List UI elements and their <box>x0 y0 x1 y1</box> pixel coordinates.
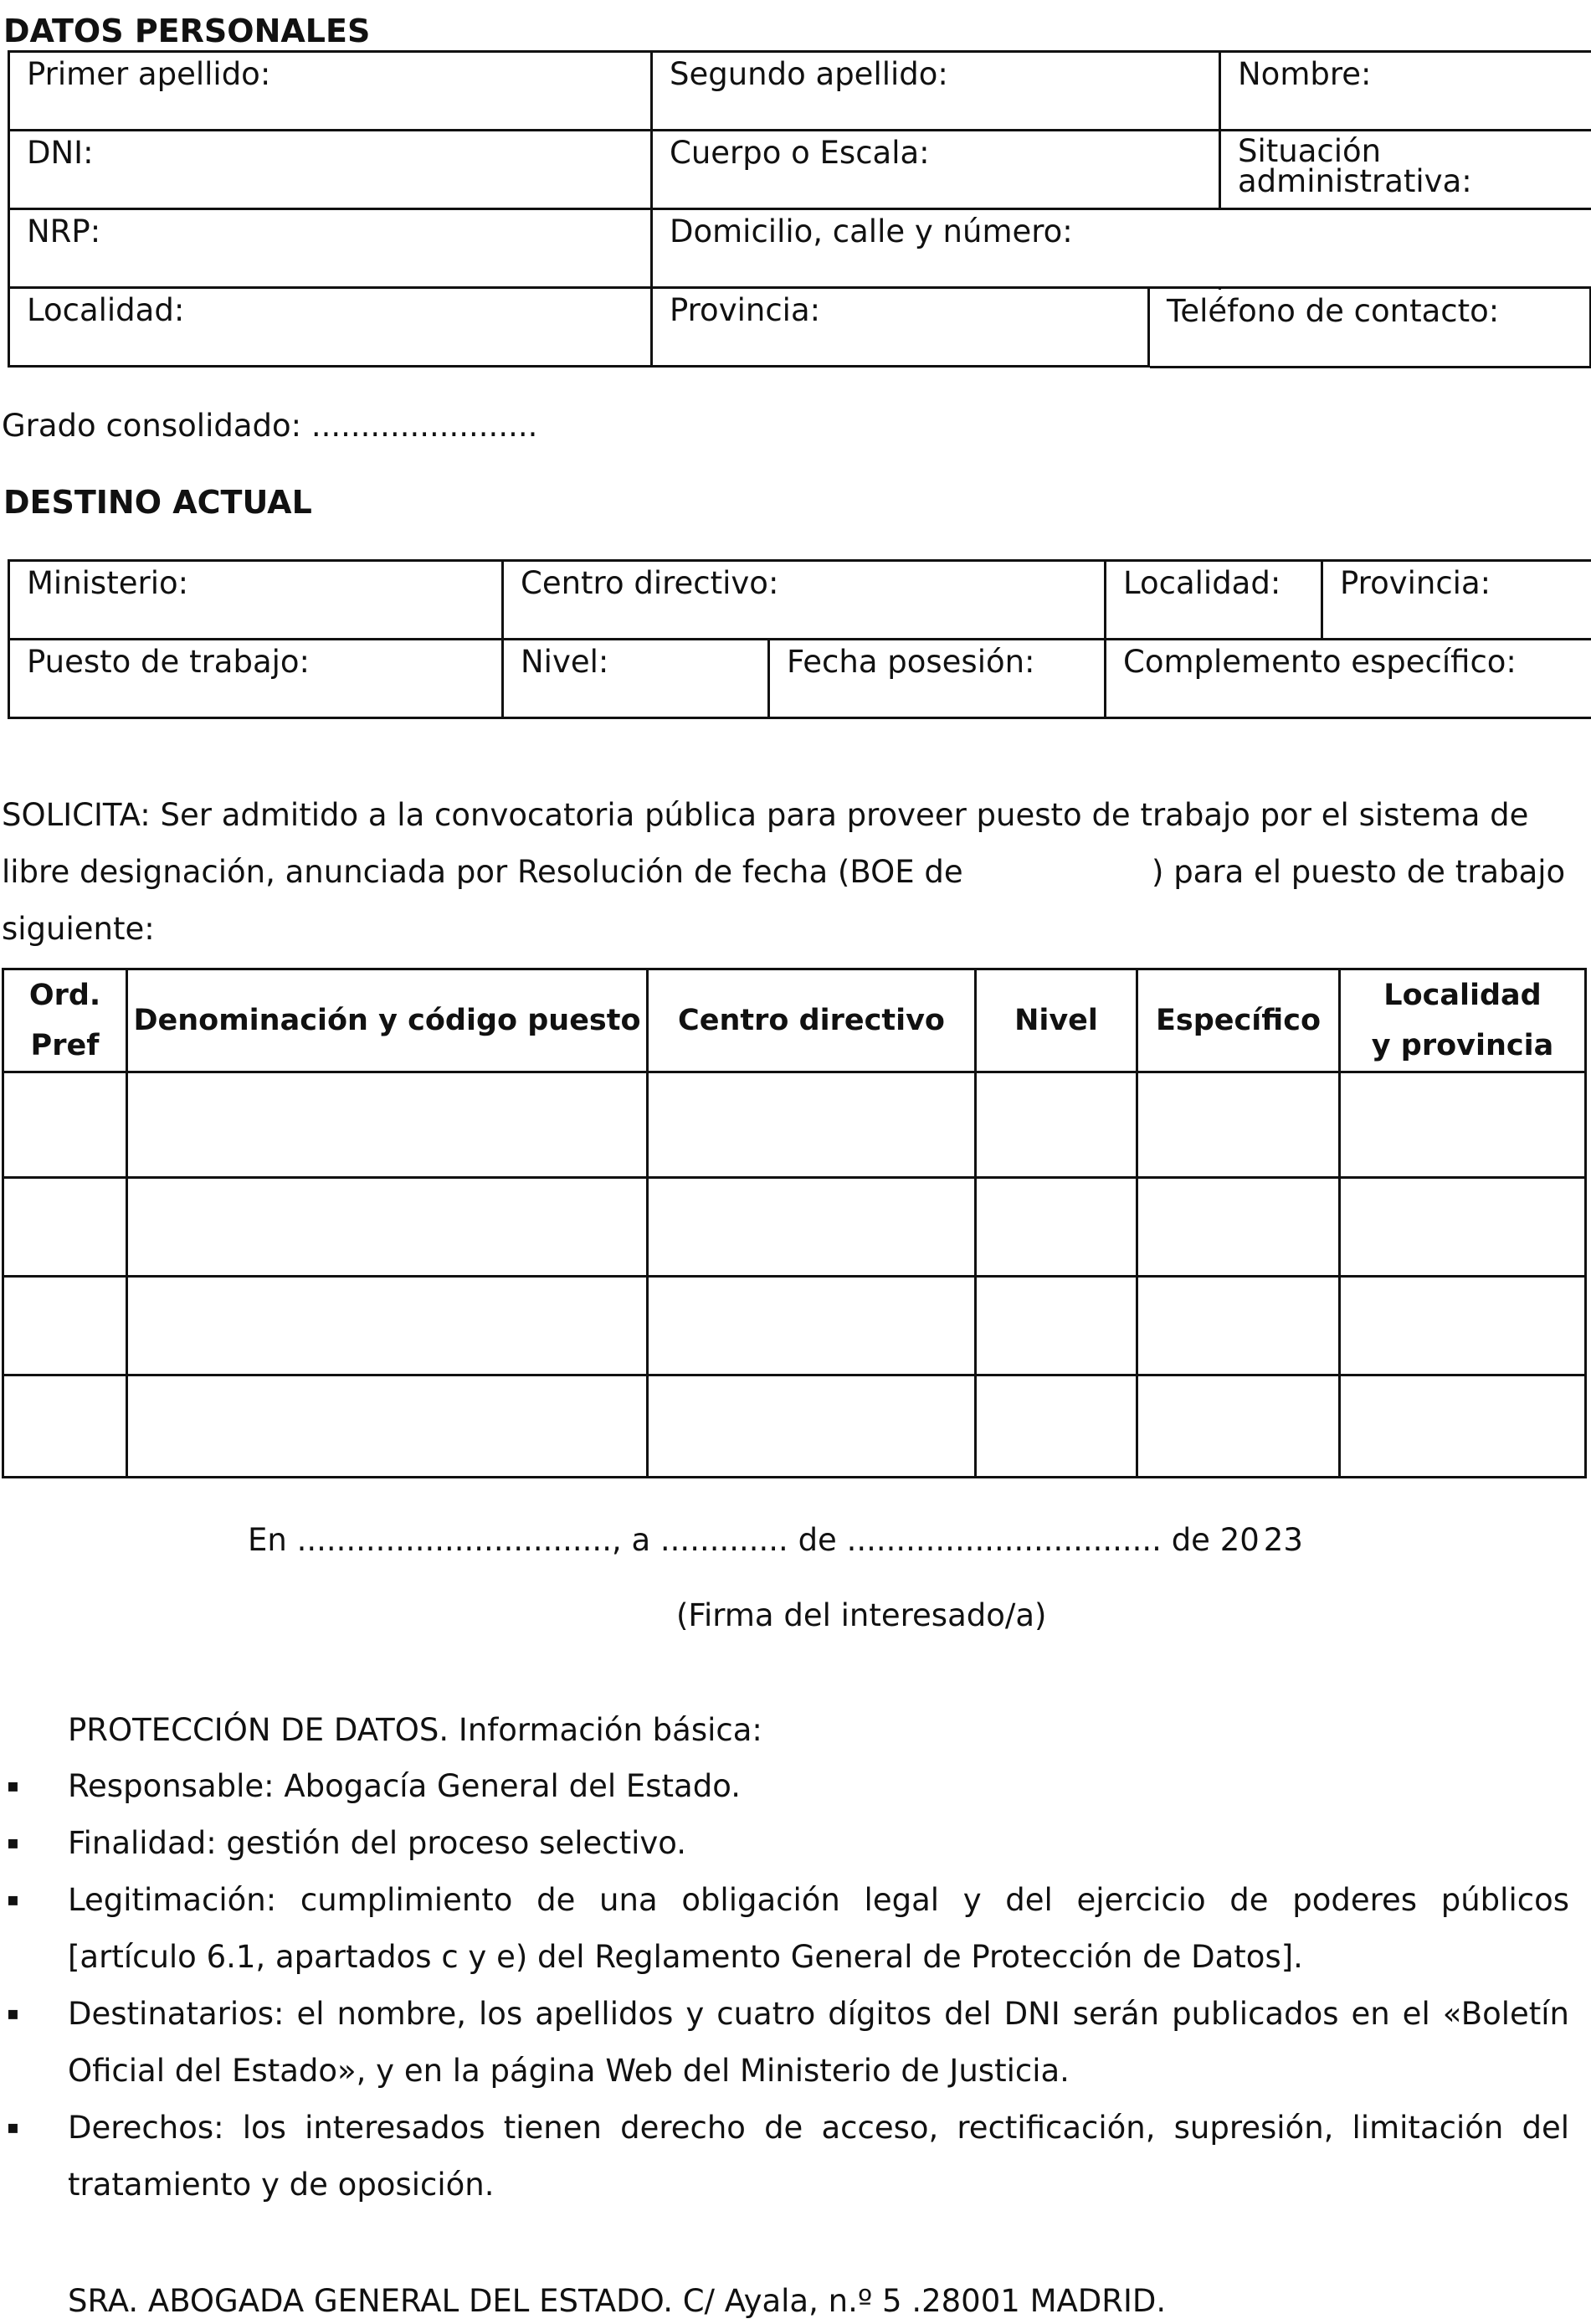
nivel-field[interactable] <box>503 640 769 718</box>
table-cell[interactable] <box>1137 1375 1340 1478</box>
ministerio-field[interactable] <box>9 561 503 640</box>
col-nivel: Nivel <box>976 969 1137 1072</box>
proteccion-derechos-line2: tratamiento y de oposición. <box>68 2167 495 2203</box>
puestos-solicitados-table <box>2 968 1587 1478</box>
bullet-icon: ▪ <box>7 1833 19 1854</box>
nombre-field[interactable] <box>1220 52 1591 131</box>
solicita-line1: SOLICITA: Ser admitido a la convocatoria pública para proveer puesto de trabajo por el sistema de <box>2 797 1529 833</box>
table-cell[interactable] <box>648 1072 976 1178</box>
table-cell[interactable] <box>3 1375 127 1478</box>
table-cell[interactable] <box>127 1277 648 1375</box>
complemento-especifico-field[interactable] <box>1106 640 1591 718</box>
centro-directivo-label: Centro directivo: <box>521 565 779 601</box>
destino-actual-table <box>8 559 1591 719</box>
solicita-line3: siguiente: <box>2 911 155 947</box>
situacion-label-line2: administrativa: <box>1238 163 1472 199</box>
table-cell[interactable] <box>1137 1277 1340 1375</box>
table-bottom-border <box>1150 366 1591 368</box>
table-cell[interactable] <box>976 1178 1137 1277</box>
fecha-posesion-label: Fecha posesión: <box>787 644 1035 680</box>
segundo-apellido-label: Segundo apellido: <box>670 56 948 92</box>
col-ord-pref <box>3 969 127 1072</box>
nrp-label: NRP: <box>27 213 101 249</box>
cuerpo-escala-label: Cuerpo o Escala: <box>670 135 930 171</box>
complemento-especifico-label: Complemento específico: <box>1123 644 1517 680</box>
provincia-label: Provincia: <box>670 292 821 328</box>
destino-provincia-label: Provincia: <box>1340 565 1491 601</box>
bullet-icon: ▪ <box>7 1890 19 1910</box>
nombre-label: Nombre: <box>1238 56 1372 92</box>
table-cell[interactable] <box>1340 1277 1586 1375</box>
solicita-line2-b: ) para el puesto de trabajo <box>1152 854 1566 890</box>
dni-field[interactable] <box>9 131 652 209</box>
lugar-fecha-line <box>248 1519 1303 1562</box>
centro-directivo-field[interactable] <box>503 561 1106 640</box>
section-title-destino-actual: DESTINO ACTUAL <box>3 484 312 521</box>
col-provincia-label: y provincia <box>1371 1029 1554 1062</box>
section-title-datos-personales: DATOS PERSONALES <box>3 13 371 49</box>
nivel-label: Nivel: <box>521 644 609 680</box>
primer-apellido-label: Primer apellido: <box>27 56 271 92</box>
col-denominacion: Denominación y código puesto <box>127 969 648 1072</box>
proteccion-destinatarios-line2: Oficial del Estado», y en la página Web del Ministerio de Justicia. <box>68 2053 1070 2089</box>
table-cell[interactable] <box>976 1072 1137 1178</box>
proteccion-legitimacion-line1: Legitimación: cumplimiento de una obligación legal y del ejercicio de poderes públicos <box>68 1882 1569 1918</box>
table-row <box>3 1178 1586 1277</box>
col-pref-label: Pref <box>30 1029 100 1062</box>
proteccion-destinatarios-line1: Destinatarios: el nombre, los apellidos y cuatro dígitos del DNI serán publicados en el «Boletín <box>68 1996 1569 2032</box>
bullet-icon: ▪ <box>7 2003 19 2024</box>
bullet-icon: ▪ <box>7 1776 19 1797</box>
primer-apellido-field[interactable] <box>9 52 652 131</box>
col-centro-directivo: Centro directivo <box>648 969 976 1072</box>
year-suffix: 23 <box>1263 1522 1303 1558</box>
provincia-field[interactable] <box>652 288 1220 367</box>
domicilio-field[interactable] <box>652 209 1591 288</box>
col-ord-label: Ord. <box>28 979 101 1012</box>
table-cell[interactable] <box>127 1072 648 1178</box>
solicita-line2-a: libre designación, anunciada por Resolución de fecha (BOE de <box>2 854 963 890</box>
proteccion-responsable: Responsable: Abogacía General del Estado. <box>68 1768 741 1804</box>
table-cell[interactable] <box>648 1375 976 1478</box>
destino-provincia-field[interactable] <box>1322 561 1591 640</box>
table-cell[interactable] <box>976 1277 1137 1375</box>
firma-label: (Firma del interesado/a) <box>676 1597 1047 1633</box>
proteccion-title: PROTECCIÓN DE DATOS. Información básica: <box>68 1712 762 1748</box>
table-cell[interactable] <box>1340 1072 1586 1178</box>
telefono-field[interactable] <box>1150 290 1591 366</box>
domicilio-label: Domicilio, calle y número: <box>670 213 1073 249</box>
table-cell[interactable] <box>3 1277 127 1375</box>
col-especifico: Específico <box>1137 969 1340 1072</box>
fecha-posesion-field[interactable] <box>769 640 1106 718</box>
table-cell[interactable] <box>3 1072 127 1178</box>
localidad-field[interactable] <box>9 288 652 367</box>
puestos-header-row <box>3 969 1586 1072</box>
table-cell[interactable] <box>1137 1072 1340 1178</box>
col-localidad-label: Localidad <box>1383 979 1542 1012</box>
bullet-icon: ▪ <box>7 2117 19 2138</box>
table-row <box>3 1277 1586 1375</box>
situacion-administrativa-field[interactable] <box>1220 131 1591 209</box>
destino-localidad-label: Localidad: <box>1123 565 1281 601</box>
puesto-trabajo-field[interactable] <box>9 640 503 718</box>
table-cell[interactable] <box>3 1178 127 1277</box>
table-row <box>3 1072 1586 1178</box>
cuerpo-escala-field[interactable] <box>652 131 1220 209</box>
ministerio-label: Ministerio: <box>27 565 189 601</box>
situacion-label-line1: Situación <box>1238 133 1382 169</box>
destinatario-footer: SRA. ABOGADA GENERAL DEL ESTADO. C/ Ayala, n.º 5 .28001 MADRID. <box>68 2283 1167 2319</box>
table-cell[interactable] <box>648 1277 976 1375</box>
grado-consolidado: Grado consolidado: ....................... <box>2 408 538 444</box>
proteccion-legitimacion-line2: [artículo 6.1, apartados c y e) del Reglamento General de Protección de Datos]. <box>68 1939 1303 1975</box>
dni-label: DNI: <box>27 135 94 171</box>
table-row <box>3 1375 1586 1478</box>
table-cell[interactable] <box>1340 1375 1586 1478</box>
telefono-label: Teléfono de contacto: <box>1167 293 1500 329</box>
table-cell[interactable] <box>976 1375 1137 1478</box>
table-cell[interactable] <box>127 1178 648 1277</box>
nrp-field[interactable] <box>9 209 652 288</box>
localidad-label: Localidad: <box>27 292 185 328</box>
table-cell[interactable] <box>648 1178 976 1277</box>
lugar-fecha-text: En ................................, a ............. de ................................ de 20 <box>248 1522 1260 1558</box>
table-cell[interactable] <box>1340 1178 1586 1277</box>
col-localidad-provincia <box>1340 969 1586 1072</box>
proteccion-derechos-line1: Derechos: los interesados tienen derecho de acceso, rectificación, supresión, limitación del <box>68 2110 1569 2146</box>
table-cell[interactable] <box>1137 1178 1340 1277</box>
puesto-trabajo-label: Puesto de trabajo: <box>27 644 311 680</box>
segundo-apellido-field[interactable] <box>652 52 1220 131</box>
destino-localidad-field[interactable] <box>1106 561 1322 640</box>
proteccion-finalidad: Finalidad: gestión del proceso selectivo. <box>68 1825 687 1861</box>
table-cell[interactable] <box>127 1375 648 1478</box>
